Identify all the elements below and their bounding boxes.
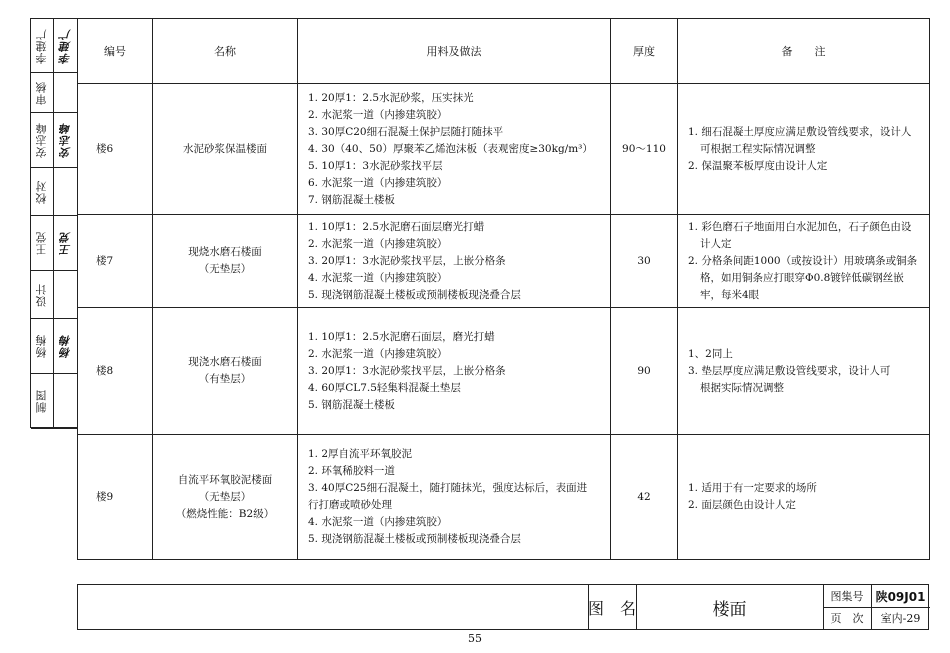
- remark-line: 1. 细石混凝土厚度应满足敷设管线要求，设计人: [688, 125, 912, 138]
- material-step: 2. 水泥浆一道（内掺建筑胶）: [308, 347, 448, 360]
- material-step: 4. 30（40、50）厚聚苯乙烯泡沫板（表观密度≥30kg/m³）: [308, 142, 593, 155]
- material-step: 7. 钢筋混凝土楼板: [308, 193, 395, 206]
- floor-name-line: 水泥砂浆保温楼面: [183, 142, 267, 155]
- floor-name-cell: [153, 84, 298, 215]
- remarks-cell: [678, 215, 930, 308]
- remark-line: 2. 分格条间距1000（或按设计）用玻璃条或铜条: [688, 254, 918, 267]
- material-step: 4. 水泥浆一道（内掺建筑胶）: [308, 271, 448, 284]
- floor-name-line: （燃烧性能：B2级）: [175, 507, 275, 520]
- remark-line: 计人定: [700, 237, 732, 250]
- handwritten-signature: 王党: [58, 231, 72, 255]
- signature-label: 杨梅: [35, 334, 48, 358]
- floor-name-line: 自流平环氧胶泥楼面: [177, 473, 273, 486]
- material-step: 1. 2厚自流平环氧胶泥: [308, 448, 413, 460]
- remarks-cell: [678, 308, 930, 435]
- floor-name-cell: [153, 435, 298, 560]
- signature-cell: [53, 216, 78, 271]
- signature-cell: [53, 73, 78, 113]
- materials-cell: [298, 435, 611, 560]
- material-step: 5. 10厚1：3水泥砂浆找平层: [308, 159, 443, 172]
- floor-spec-table: [77, 18, 930, 560]
- remark-line: 1、2同上: [688, 347, 733, 360]
- signature-label: 校对: [35, 179, 48, 204]
- floor-code: 楼8: [78, 308, 153, 435]
- remark-line: 可根据工程实际情况调整: [700, 142, 816, 155]
- header-materials: 用料及做法: [298, 19, 611, 84]
- signature-label-cell: [31, 216, 53, 271]
- floor-name-cell: [153, 308, 298, 435]
- floor-name-line: 现浇水磨石楼面: [188, 356, 262, 368]
- drawing-name: 楼面: [712, 599, 747, 620]
- remarks-cell: [678, 435, 930, 560]
- signature-label-cell: [31, 319, 53, 374]
- remark-line: 2. 保温聚苯板厚度由设计人定: [688, 159, 828, 172]
- materials-cell: [298, 84, 611, 215]
- material-step: 6. 水泥浆一道（内掺建筑胶）: [308, 176, 448, 189]
- signature-label: 李建广: [35, 27, 48, 64]
- floor-code: 楼7: [78, 215, 153, 308]
- material-step: 2. 水泥浆一道（内掺建筑胶）: [308, 237, 448, 250]
- signature-cell: [53, 19, 78, 73]
- signature-label-cell: [31, 168, 53, 216]
- material-step: 3. 20厚1：3水泥砂浆找平层，上嵌分格条: [308, 254, 506, 267]
- signature-label: 安志峰: [35, 122, 48, 158]
- remark-line: 1. 彩色磨石子地面用白水泥加色，石子颜色由设: [688, 220, 912, 233]
- signature-label-cell: [31, 19, 53, 73]
- signature-strip-signatures: [53, 19, 78, 427]
- material-step: 5. 现浇钢筋混凝土楼板或预制楼板现浇叠合层: [308, 288, 521, 301]
- signature-cell: [53, 374, 78, 429]
- thickness: 90: [611, 308, 678, 435]
- remarks-cell: [678, 84, 930, 215]
- materials-cell: [298, 215, 611, 308]
- remark-line: 根据实际情况调整: [700, 381, 784, 394]
- material-step: 1. 10厚1：2.5水泥磨石面层磨光打蜡: [308, 220, 485, 233]
- floor-name-line: （无垫层）: [198, 490, 252, 503]
- signature-cell: [53, 113, 78, 168]
- table-header-row: [78, 19, 930, 84]
- signature-label-cell: [31, 73, 53, 113]
- material-step: 2. 环氧稀胶料一道: [308, 465, 395, 477]
- signature-label-cell: [31, 374, 53, 429]
- materials-cell: [298, 308, 611, 435]
- page-label: 页 次: [830, 612, 864, 625]
- material-step: 行打磨或喷砂处理: [308, 499, 392, 511]
- thickness: 90～110: [611, 84, 678, 215]
- signature-strip-labels: [31, 19, 54, 427]
- material-step: 2. 水泥浆一道（内掺建筑胶）: [308, 108, 448, 121]
- handwritten-signature: 杨梅: [58, 334, 72, 358]
- floor-name-line: 现烧水磨石楼面: [188, 246, 262, 258]
- signature-cell: [53, 319, 78, 374]
- page-number: 55: [468, 632, 482, 645]
- remark-line: 1. 适用于有一定要求的场所: [688, 482, 817, 494]
- header-remarks: 备 注: [678, 19, 930, 84]
- header-code: 编号: [78, 19, 153, 84]
- material-step: 1. 20厚1：2.5水泥砂浆，压实抹光: [308, 91, 474, 104]
- thickness: 42: [611, 435, 678, 560]
- handwritten-signature: 安志峰: [58, 122, 72, 158]
- signature-strip: [30, 18, 77, 428]
- signature-cell: [53, 271, 78, 319]
- table-row: [78, 435, 930, 560]
- material-step: 1. 10厚1：2.5水泥磨石面层，磨光打蜡: [308, 330, 495, 343]
- material-step: 3. 20厚1：3水泥砂浆找平层，上嵌分格条: [308, 364, 506, 377]
- table-row: [78, 308, 930, 435]
- remark-line: 3. 垫层厚度应满足敷设管线要求，设计人可: [688, 364, 891, 377]
- title-block: [77, 584, 929, 630]
- table-row: [78, 84, 930, 215]
- signature-label: 制图: [35, 389, 48, 413]
- floor-name-line: （有垫层）: [198, 373, 252, 385]
- drawing-name-label: 图 名: [588, 598, 637, 618]
- atlas-number: 陕09J01: [875, 589, 926, 604]
- material-step: 3. 30厚C20细石混凝土保护层随打随抹平: [308, 125, 504, 138]
- floor-code: 楼9: [78, 435, 153, 560]
- header-name: 名称: [153, 19, 298, 84]
- atlas-label: 图集号: [830, 590, 864, 603]
- signature-cell: [53, 168, 78, 216]
- table-row: [78, 215, 930, 308]
- floor-code: 楼6: [78, 84, 153, 215]
- page-code: 室内-29: [880, 612, 921, 625]
- signature-label: 审核: [35, 80, 48, 105]
- material-step: 5. 现浇钢筋混凝土楼板或预制楼板现浇叠合层: [308, 533, 521, 545]
- signature-label-cell: [31, 271, 53, 319]
- handwritten-signature: 李建广: [58, 27, 72, 64]
- material-step: 4. 水泥浆一道（内掺建筑胶）: [308, 516, 448, 528]
- remark-line: 格，如用铜条应打眼穿Φ0.8镀锌低碳钢丝嵌: [700, 271, 904, 284]
- remark-line: 牢，每米4眼: [700, 288, 760, 301]
- floor-name-cell: [153, 215, 298, 308]
- thickness: 30: [611, 215, 678, 308]
- signature-label: 设计: [35, 282, 48, 307]
- signature-label: 王党: [35, 231, 48, 255]
- material-step: 4. 60厚CL7.5轻集料混凝土垫层: [308, 381, 461, 394]
- remark-line: 2. 面层颜色由设计人定: [688, 499, 796, 511]
- material-step: 3. 40厚C25细石混凝土，随打随抹光，强度达标后，表面进: [308, 482, 588, 494]
- signature-label-cell: [31, 113, 53, 168]
- material-step: 5. 钢筋混凝土楼板: [308, 398, 395, 411]
- header-thickness: 厚度: [611, 19, 678, 84]
- floor-name-line: （无垫层）: [198, 263, 252, 275]
